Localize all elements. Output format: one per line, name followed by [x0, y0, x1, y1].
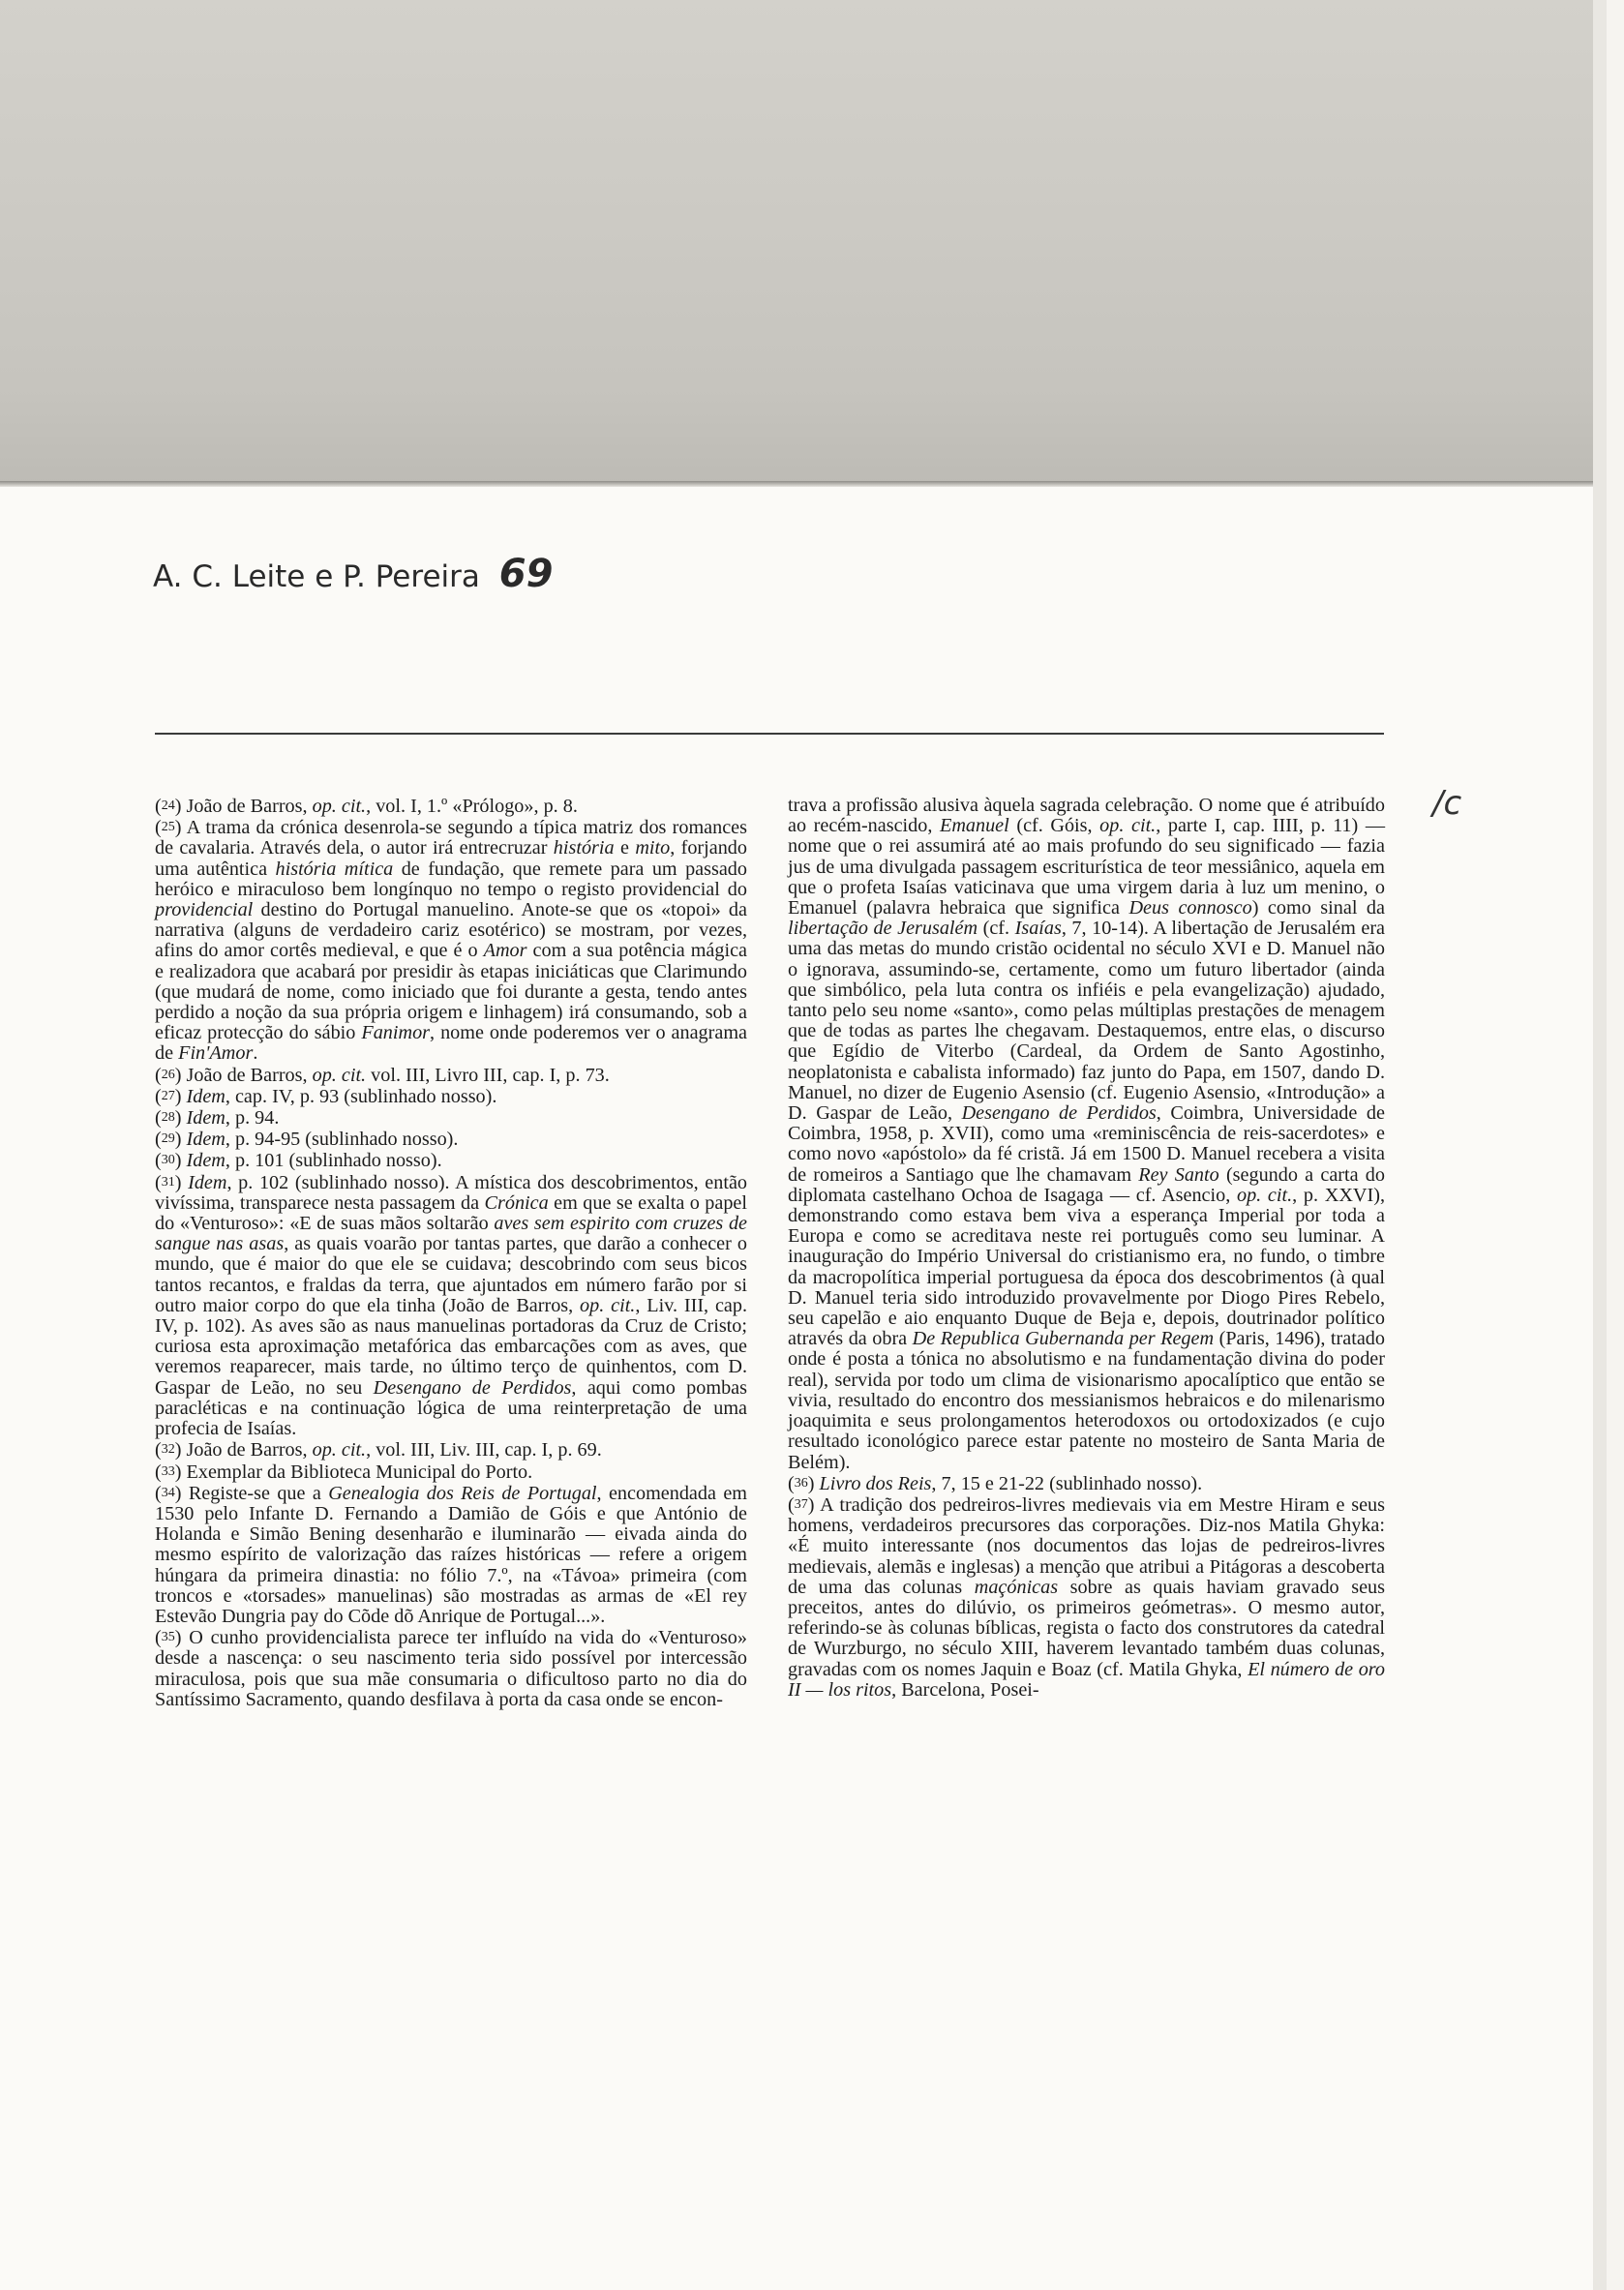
footnote — [155, 1150, 747, 1171]
footnote — [155, 1107, 747, 1129]
footnote-number: ($^{27}$) — [155, 1085, 187, 1107]
footnote-number: ($^{36}$) — [788, 1472, 820, 1494]
footnote-number: ($^{31}$) — [155, 1171, 189, 1193]
footnote-text: Registe-se que a Genealogia dos Reis de Portugal, encomendada em 1530 pelo Infante D. Fernando a Damião de Góis e que António de Holanda e Simão Bening desenharão e iluminarão — eivada ainda do mesmo espírito de valorização das raízes históricas — refere a origem húngara da primeira dinastia: no fólio 7.º, na «Távoa» primeira (com troncos e «torsades» manuelinas) são mostradas as armas de «El rey Estevão Dungria pay do Cõde dõ Anrique de Portugal...». — [155, 1482, 747, 1627]
footnote-text: Idem, cap. IV, p. 93 (sublinhado nosso). — [186, 1085, 497, 1107]
footnote-text: trava a profissão alusiva àquela sagrada celebração. O nome que é atribuído ao recém-nascido, Emanuel (cf. Góis, op. cit., parte I, cap. IIII, p. 11) — nome que o rei assumirá até ao mais profundo do seu significado — fazia jus de uma divulgada passagem escriturística de teor messiânico, aquela em que o profeta Isaías vaticinava que uma virgem daria à luz um menino, o Emanuel (palavra hebraica que significa Deus connosco) como sinal da libertação de Jerusalém (cf. Isaías, 7, 10-14). A libertação de Jerusalém era uma das metas do mundo cristão ocidental no século XVI e D. Manuel não o ignorava, assumindo-se, certamente, como um futuro libertador (ainda que simbólico, pela luta contra os infiéis e pela evangelização) ajudado, tanto pelo seu nome «santo», como pelas múltiplas prestações de menagem que de todas as partes lhe chegavam. Destaquemos, entre elas, o discurso que Egídio de Viterbo (Cardeal, da Ordem de Santo Agostinho, neoplatonista e cabalista informado) faz junto do Papa, em 1507, dando D. Manuel, no dizer de Eugenio Asensio (cf. Eugenio Asensio, «Introdução» a D. Gaspar de Leão, Desengano de Perdidos, Coimbra, Universidade de Coimbra, 1958, p. XVII), como uma «reminiscência de reis-sacerdotes» e como novo «apóstolo» da fé cristã. Já em 1500 D. Manuel recebera a visita de romeiros a Santiago que lhe chamavam Rey Santo (segundo a carta do diplomata castelhano Ochoa de Isagaga — cf. Asencio, op. cit., p. XXVI), demonstrando como estava bem viva a esperança Imperial por toda a Europa e como se acreditava neste rei português como seu luminar. A inauguração do Império Universal do cristianismo era, no fundo, o timbre da macropolítica imperial portuguesa da época dos descobrimentos (à qual D. Manuel teria sido introduzido provavelmente por Diogo Pires Rebelo, seu capelão e aio enquanto Duque de Beja e, depois, doutrinador político através da obra De Republica Gubernanda per Regem (Paris, 1496), tratado onde é posta a tónica no absolutismo e na fundamentação divina do poder real), servida por todo um clima de visionarismo apocalíptico que então se vivia, resultado do encontro dos messianismos hebraicos e do milenarismo joaquimita e seus prolongamentos heterodoxos ou ortodoxizados (e cujo resultado iconológico parece estar patente no mosteiro de Santa Maria de Belém). — [788, 795, 1386, 1473]
footnote-number: ($^{37}$) — [788, 1493, 821, 1516]
footnote — [155, 1439, 747, 1461]
right-column-footnotes — [788, 796, 1385, 1701]
left-column-footnotes — [155, 796, 747, 1710]
footnote-number: ($^{25}$) — [155, 817, 187, 839]
footnote-text: Idem, p. 94-95 (sublinhado nosso). — [186, 1129, 459, 1151]
right-edge-strip — [1593, 0, 1607, 2290]
footnote-number: ($^{29}$) — [155, 1129, 187, 1151]
footnote-text: João de Barros, op. cit., vol. III, Liv. III, cap. I, p. 69. — [186, 1439, 602, 1461]
footnote — [788, 1473, 1385, 1494]
footnote-text: João de Barros, op. cit. vol. III, Livro III, cap. I, p. 73. — [186, 1064, 610, 1086]
running-head — [153, 552, 553, 596]
footnote-number: ($^{26}$) — [155, 1064, 187, 1086]
footnote-number: ($^{30}$) — [155, 1150, 187, 1172]
footnote — [788, 796, 1385, 1473]
footnote-text: A trama da crónica desenrola-se segundo a típica matriz dos romances de cavalaria. Através dela, o autor irá entrecruzar história e mito, forjando uma autêntica história mítica de fundação, que remete para um passado heróico e miraculoso bem longínquo no tempo o registo providencial do providencial destino do Portugal manuelino. Anote-se que os «topoi» da narrativa (alguns de verdadeiro cariz esotérico) se mostram, por vezes, afins do amor cortês medieval, e que é o Amor com a sua potência mágica e realizadora que acabará por presidir às etapas iniciáticas que Clarimundo (que mudará de nome, como iniciado que foi durante a gesta, tendo antes perdido a noção da sua própria origem e linhagem) irá consumando, sob a eficaz protecção do sábio Fanimor, nome onde poderemos ver o anagrama de Fin'Amor. — [155, 817, 747, 1065]
authors: A. C. Leite e P. Pereira — [153, 559, 480, 594]
footnote-text: Idem, p. 94. — [186, 1107, 280, 1130]
footnote-text: Idem, p. 102 (sublinhado nosso). A mística dos descobrimentos, então vivíssima, transparece nesta passagem da Crónica em que se exalta o papel do «Venturoso»: «E de suas mãos soltarão aves sem espirito com cruzes de sangue nas asas, as quais voarão por tantas partes, que darão a conhecer o mundo, que é maior do que ele se cuidava; descobrindo com seus bicos tantos recantos, e fraldas da terra, que ajuntados em número farão por si outro maior corpo do que ela tinha (João de Barros, op. cit., Liv. III, cap. IV, p. 102). As aves são as naus manuelinas portadoras da Cruz de Cristo; curiosa esta aproximação metafórica das embarcações com as aves, que veremos reaparecer, mais tarde, no último terço de quinhentos, com D. Gaspar de Leão, no seu Desengano de Perdidos, aqui como pombas paracléticas e na continuação lógica de uma reinterpretação de uma profecia de Isaías. — [155, 1171, 747, 1440]
footnote-text: Livro dos Reis, 7, 15 e 21-22 (sublinhado nosso). — [819, 1472, 1203, 1494]
footnote — [155, 1627, 747, 1710]
footnote-number: ($^{24}$) — [155, 796, 187, 817]
header-rule — [155, 733, 1384, 735]
footnote-text: A tradição dos pedreiros-livres medievais via em Mestre Hiram e seus homens, verdadeiros precursores das corporações. Diz-nos Matila Ghyka: «É muito interessante (nos documentos das lojas de pedreiros-livres medievais, alemãs e inglesas) a menção que atribui a Pitágoras a descoberta de uma das colunas maçónicas sobre as quais haviam gravado seus preceitos, antes do dilúvio, os primeiros geómetras». O mesmo autor, referindo-se às colunas bíblicas, regista o facto dos construtores da catedral de Wurzburgo, no século XIII, haverem levantado também duas colunas, gravadas com os nomes Jaquin e Boaz (cf. Matila Ghyka, El número de oro II — los ritos, Barcelona, Posei- — [788, 1493, 1385, 1701]
overlay-edge — [0, 481, 1607, 487]
footnote-text: João de Barros, op. cit., vol. I, 1.º «Prólogo», p. 8. — [186, 796, 578, 817]
footnote-text: O cunho providencialista parece ter influído na vida do «Venturoso» desde a nascença: o seu nascimento teria sido possível por intercessão miraculosa, pois que sua mãe consumaria o dificultoso parto no dia do Santíssimo Sacramento, quando desfilava à porta da casa onde se encon- — [155, 1627, 747, 1710]
footnote-number: ($^{28}$) — [155, 1107, 187, 1130]
footnote — [155, 1172, 747, 1440]
footnote-number: ($^{35}$) — [155, 1627, 190, 1649]
footnote — [155, 817, 747, 1064]
footnote — [155, 1461, 747, 1483]
footnote — [788, 1494, 1385, 1701]
footnote — [155, 1129, 747, 1150]
footnote — [155, 1483, 747, 1627]
grey-overlay-band — [0, 0, 1607, 486]
footnote-text: Idem, p. 101 (sublinhado nosso). — [186, 1150, 442, 1172]
margin-correction-mark: /c — [1432, 784, 1462, 823]
page-number: 69 — [498, 552, 554, 596]
footnote-number: ($^{33}$) — [155, 1461, 187, 1483]
footnote-text: Exemplar da Biblioteca Municipal do Porto. — [186, 1461, 533, 1483]
footnote — [155, 796, 747, 817]
footnote-number: ($^{34}$) — [155, 1482, 189, 1504]
footnote — [155, 1065, 747, 1086]
footnote-number: ($^{32}$) — [155, 1439, 187, 1461]
footnote — [155, 1086, 747, 1107]
